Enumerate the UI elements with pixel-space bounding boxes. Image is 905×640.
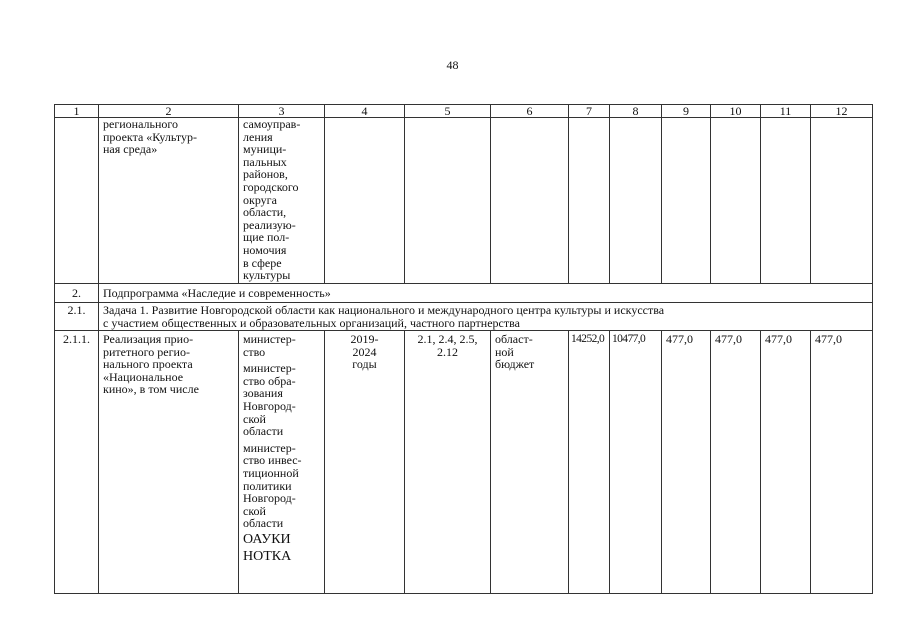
cell-number bbox=[55, 118, 99, 284]
cell-name: регионального проекта «Культур- ная среда» bbox=[99, 118, 239, 284]
column-number: 10 bbox=[711, 105, 761, 118]
column-number-row bbox=[55, 105, 873, 118]
column-number: 11 bbox=[761, 105, 811, 118]
table-row-continuation bbox=[55, 118, 873, 284]
cell-number: 2.1.1. bbox=[55, 331, 99, 594]
column-number: 9 bbox=[662, 105, 711, 118]
table-row-task bbox=[55, 303, 873, 331]
cell-period: 2019- 2024 годы bbox=[325, 331, 405, 594]
column-number: 3 bbox=[239, 105, 325, 118]
page-number: 48 bbox=[446, 58, 459, 72]
column-number: 1 bbox=[55, 105, 99, 118]
column-number: 4 bbox=[325, 105, 405, 118]
cell-year-value: 477,0 bbox=[761, 331, 811, 594]
cell-executor: самоуправ- ления муници- пальных районов, городского округа области, реализую- щие пол- номочия в сфере культуры bbox=[239, 118, 325, 284]
cell-year-value: 477,0 bbox=[662, 331, 711, 594]
column-number: 6 bbox=[491, 105, 569, 118]
task-title: Задача 1. Развитие Новгородской области как национального и международного центра культуры и искусства с участием общественных и образовательных организаций, частного партнерства bbox=[99, 303, 873, 331]
cell-name: Реализация прио- ритетного регио- нального проекта «Национальное кино», в том числе bbox=[99, 331, 239, 594]
column-number: 2 bbox=[99, 105, 239, 118]
cell-source: област- ной бюджет bbox=[491, 331, 569, 594]
cell-number: 2. bbox=[55, 284, 99, 303]
table-row-subprogram bbox=[55, 284, 873, 303]
cell-total: 14252,0 bbox=[569, 331, 610, 594]
program-table bbox=[54, 104, 873, 594]
column-number: 7 bbox=[569, 105, 610, 118]
column-number: 8 bbox=[610, 105, 662, 118]
column-number: 12 bbox=[811, 105, 873, 118]
cell-year-value: 477,0 bbox=[811, 331, 873, 594]
column-number: 5 bbox=[405, 105, 491, 118]
cell-number: 2.1. bbox=[55, 303, 99, 331]
cell-year-value: 10477,0 bbox=[610, 331, 662, 594]
cell-executor: министер- ство министер- ство обра- зования Новгород- ской области министер- ство инвес- тиционной политики Новгород- ской области ОАУКИ НОТКА bbox=[239, 331, 325, 594]
cell-indicators: 2.1, 2.4, 2.5, 2.12 bbox=[405, 331, 491, 594]
subprogram-title: Подпрограмма «Наследие и современность» bbox=[99, 284, 873, 303]
cell-year-value: 477,0 bbox=[711, 331, 761, 594]
table-row-activity bbox=[55, 331, 873, 594]
